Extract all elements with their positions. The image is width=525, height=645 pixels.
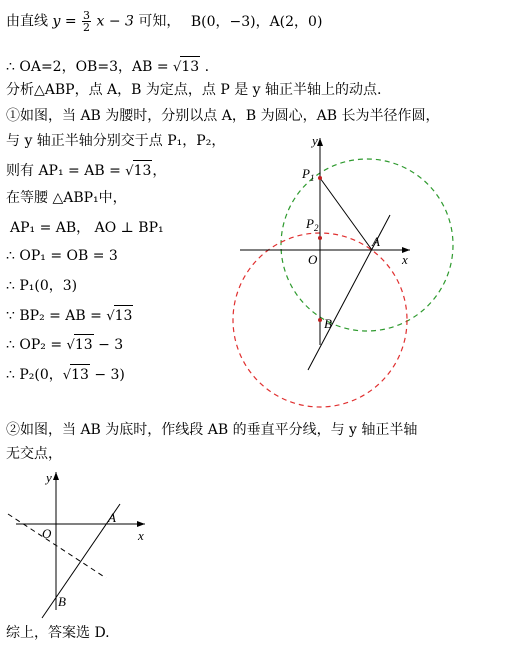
label-y-2: y: [46, 470, 52, 485]
equals: =: [64, 13, 77, 30]
text: ∴ P₂(0，: [6, 367, 63, 383]
label-b: B: [324, 316, 332, 331]
sqrt-sign: √: [66, 338, 75, 353]
line-3: 分析△ABP，点 A，B 为定点，点 P 是 y 轴正半轴上的动点.: [6, 82, 382, 98]
label-b-2: B: [58, 594, 66, 609]
label-p1-main: P: [302, 166, 310, 181]
label-x-2: x: [138, 528, 144, 543]
text: 则有 AP₁ = AB =: [6, 163, 121, 179]
label-o-2: O: [42, 526, 52, 541]
text: ∴ OA=2，OB=3，AB =: [6, 59, 169, 75]
x-axis-2-arrow: [137, 521, 145, 527]
sqrt-sign: √: [173, 60, 182, 75]
sqrt-sign: √: [62, 368, 72, 383]
label-y: y: [312, 133, 318, 148]
label-p2-main: P: [306, 216, 314, 231]
label-p1-sub: 1: [309, 173, 315, 183]
text: 可知，: [138, 13, 181, 30]
sqrt-13: 13: [70, 364, 90, 385]
line-7: 在等腰 △ABP₁中，: [6, 190, 127, 206]
text: − 3: [98, 337, 124, 353]
text: ∴ OP₂ =: [6, 337, 63, 353]
line-9: ∴ OP₁ = OB = 3: [6, 248, 118, 264]
sqrt-13: 13: [133, 160, 153, 181]
line-14: ②如图，当 AB 为底时，作线段 AB 的垂直平分线，与 y 轴正半轴: [6, 422, 418, 438]
numerator: 3: [83, 9, 91, 22]
text: ，: [152, 163, 167, 179]
line-5: 与 y 轴正半轴分别交于点 P₁，P₂，: [6, 133, 226, 149]
label-a-2: A: [108, 510, 116, 525]
line-15: 无交点，: [6, 446, 62, 462]
expr: x − 3: [96, 13, 134, 30]
label-o: O: [308, 252, 318, 267]
label-a: A: [372, 234, 380, 249]
points-ab: B(0，−3)，A(2，0): [190, 13, 323, 30]
denominator: 2: [83, 21, 91, 34]
line-8: AP₁ = AB， AO ⊥ BP₁: [10, 220, 164, 236]
label-x: x: [402, 252, 408, 267]
sqrt-13: 13: [114, 305, 134, 326]
var-y: y: [52, 13, 61, 30]
sqrt-sign: √: [125, 164, 134, 179]
y-axis-2-arrow: [53, 472, 59, 480]
sqrt-13: 13: [74, 334, 94, 355]
line-10: ∴ P₁(0，3): [6, 278, 78, 294]
text: ∵ BP₂ = AB =: [6, 308, 102, 324]
sqrt-sign: √: [106, 309, 115, 324]
text: − 3): [94, 367, 125, 383]
line-16: 综上，答案选 D.: [6, 625, 110, 641]
text: .: [204, 59, 210, 75]
label-p2-sub: 2: [313, 223, 319, 233]
text: 由直线: [6, 13, 48, 30]
sqrt-13: 13: [180, 56, 200, 77]
line-4: ①如图，当 AB 为腰时，分别以点 A，B 为圆心，AB 长为半径作圆，: [6, 108, 440, 124]
